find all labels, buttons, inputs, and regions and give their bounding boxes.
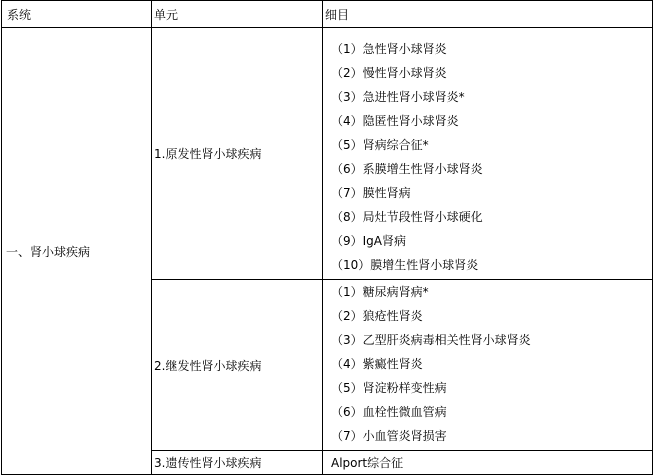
detail-item: Alport综合征 [331, 456, 404, 470]
detail-item: （2）狼疮性肾炎 [331, 309, 423, 323]
unit-cell-2: 2.继发性肾小球疾病 [152, 280, 323, 451]
detail-item: （10）膜增生性肾小球肾炎 [331, 258, 479, 272]
detail-item: （8）局灶节段性肾小球硬化 [331, 210, 483, 224]
detail-item: （5）肾淀粉样变性病 [331, 381, 447, 395]
system-cell: 一、肾小球疾病 [2, 28, 152, 475]
table-row-unit-1 [2, 28, 653, 280]
detail-item: （3）乙型肝炎病毒相关性肾小球肾炎 [331, 333, 531, 347]
detail-item: （3）急进性肾小球肾炎* [331, 90, 465, 104]
unit-cell-1: 1.原发性肾小球疾病 [152, 28, 323, 280]
unit-cell-3: 3.遗传性肾小球疾病 [152, 451, 323, 475]
detail-item: （7）小血管炎肾损害 [331, 429, 447, 443]
detail-item: （9）IgA肾病 [331, 234, 407, 248]
header-details: 细目 [323, 1, 653, 28]
detail-item: （1）糖尿病肾病* [331, 285, 429, 299]
detail-item: （1）急性肾小球肾炎 [331, 42, 447, 56]
header-row [2, 1, 653, 28]
curriculum-table [1, 0, 653, 475]
detail-item: （7）膜性肾病 [331, 186, 411, 200]
detail-item: （5）肾病综合征* [331, 138, 429, 152]
header-unit: 单元 [152, 1, 323, 28]
detail-item: （6）系膜增生性肾小球肾炎 [331, 162, 483, 176]
detail-item: （2）慢性肾小球肾炎 [331, 66, 447, 80]
detail-item: （4）隐匿性肾小球肾炎 [331, 114, 459, 128]
details-cell-2 [323, 280, 653, 451]
header-system: 系统 [2, 1, 152, 28]
detail-item: （6）血栓性微血管病 [331, 405, 447, 419]
details-cell-1 [323, 28, 653, 280]
details-cell-3 [323, 451, 653, 475]
detail-item: （4）紫癜性肾炎 [331, 357, 423, 371]
